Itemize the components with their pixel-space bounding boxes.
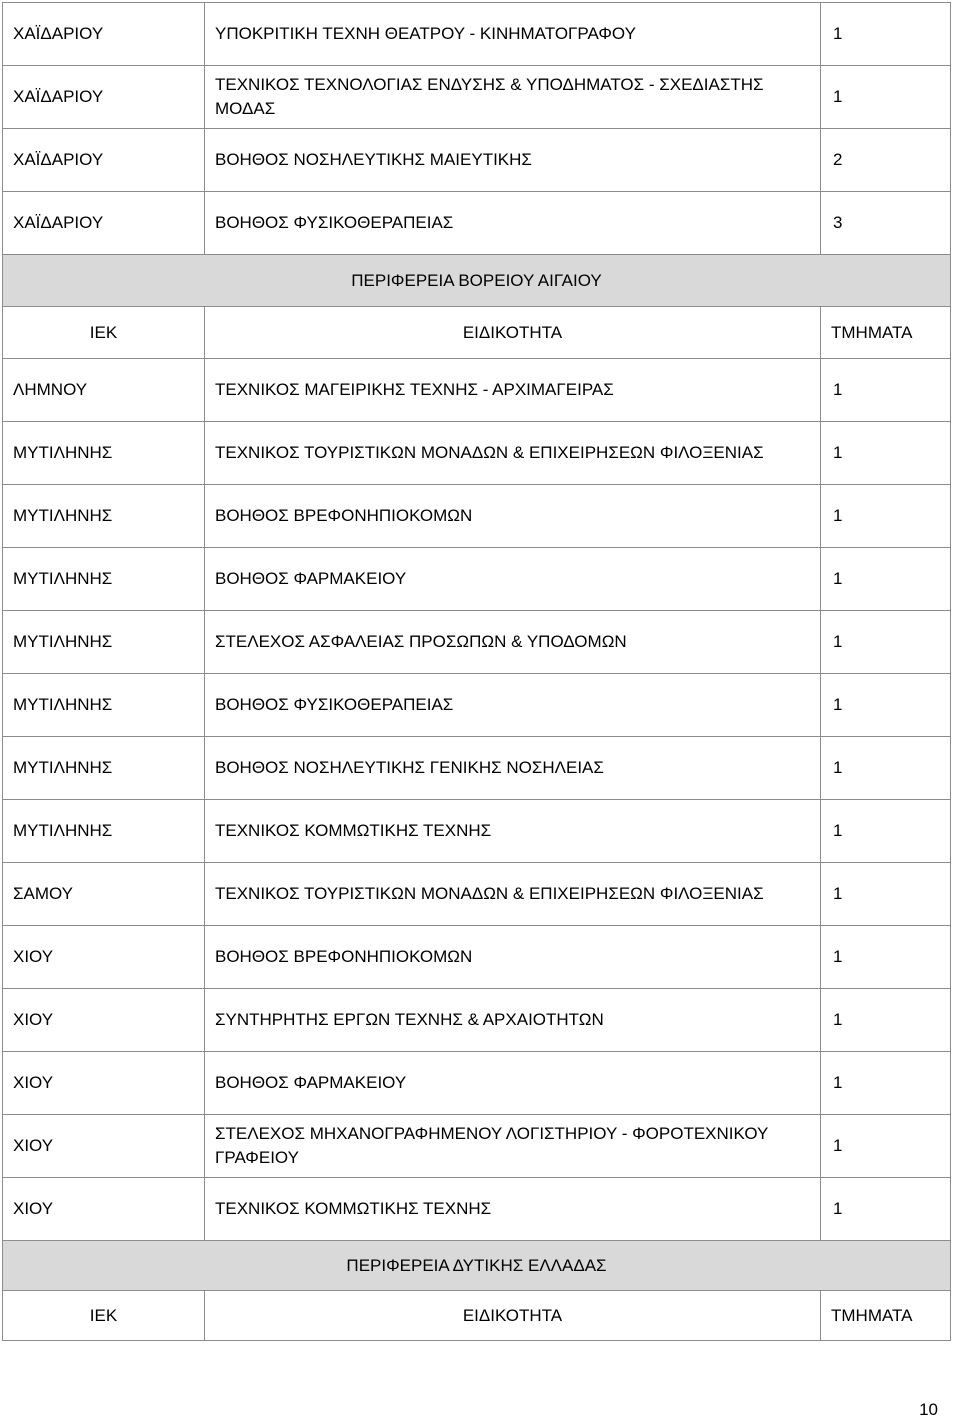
specialty-cell: ΤΕΧΝΙΚΟΣ ΜΑΓΕΙΡΙΚΗΣ ΤΕΧΝΗΣ - ΑΡΧΙΜΑΓΕΙΡΑΣ (205, 359, 821, 422)
specialty-cell: ΤΕΧΝΙΚΟΣ ΚΟΜΜΩΤΙΚΗΣ ΤΕΧΝΗΣ (205, 1178, 821, 1241)
count-cell: 1 (821, 66, 951, 129)
specialty-cell: ΒΟΗΘΟΣ ΝΟΣΗΛΕΥΤΙΚΗΣ ΜΑΙΕΥΤΙΚΗΣ (205, 129, 821, 192)
school-cell: ΧΙΟΥ (3, 1115, 205, 1178)
header-specialty: ΕΙΔΙΚΟΤΗΤΑ (205, 307, 821, 359)
count-cell: 1 (821, 1115, 951, 1178)
specialty-cell: ΤΕΧΝΙΚΟΣ ΤΟΥΡΙΣΤΙΚΩΝ ΜΟΝΑΔΩΝ & ΕΠΙΧΕΙΡΗΣΕΩΝ ΦΙΛΟΞΕΝΙΑΣ (205, 422, 821, 485)
count-cell: 1 (821, 548, 951, 611)
count-cell: 1 (821, 863, 951, 926)
table-row (3, 548, 951, 611)
specialty-cell: ΣΥΝΤΗΡΗΤΗΣ ΕΡΓΩΝ ΤΕΧΝΗΣ & ΑΡΧΑΙΟΤΗΤΩΝ (205, 989, 821, 1052)
specialty-cell: ΤΕΧΝΙΚΟΣ ΤΟΥΡΙΣΤΙΚΩΝ ΜΟΝΑΔΩΝ & ΕΠΙΧΕΙΡΗΣΕΩΝ ΦΙΛΟΞΕΝΙΑΣ (205, 863, 821, 926)
table-row (3, 863, 951, 926)
school-cell: ΧΙΟΥ (3, 1178, 205, 1241)
specialties-table (2, 2, 951, 1341)
school-cell: ΧΙΟΥ (3, 1052, 205, 1115)
count-cell: 1 (821, 989, 951, 1052)
region-row (3, 255, 951, 307)
specialty-cell: ΤΕΧΝΙΚΟΣ ΤΕΧΝΟΛΟΓΙΑΣ ΕΝΔΥΣΗΣ & ΥΠΟΔΗΜΑΤΟΣ - ΣΧΕΔΙΑΣΤΗΣ ΜΟΔΑΣ (205, 66, 821, 129)
count-cell: 3 (821, 192, 951, 255)
count-cell: 1 (821, 800, 951, 863)
count-cell: 1 (821, 611, 951, 674)
school-cell: ΜΥΤΙΛΗΝΗΣ (3, 422, 205, 485)
school-cell: ΜΥΤΙΛΗΝΗΣ (3, 800, 205, 863)
header-row (3, 1291, 951, 1341)
table-row (3, 1115, 951, 1178)
school-cell: ΧΑΪΔΑΡΙΟΥ (3, 3, 205, 66)
table-row (3, 66, 951, 129)
header-count: ΤΜΗΜΑΤΑ (821, 1291, 951, 1341)
count-cell: 1 (821, 1052, 951, 1115)
region-title: ΠΕΡΙΦΕΡΕΙΑ ΔΥΤΙΚΗΣ ΕΛΛΑΔΑΣ (3, 1241, 951, 1291)
table-row (3, 129, 951, 192)
school-cell: ΣΑΜΟΥ (3, 863, 205, 926)
header-row (3, 307, 951, 359)
table-row (3, 674, 951, 737)
table-row (3, 359, 951, 422)
count-cell: 1 (821, 359, 951, 422)
table-row (3, 989, 951, 1052)
school-cell: ΧΑΪΔΑΡΙΟΥ (3, 192, 205, 255)
school-cell: ΧΙΟΥ (3, 926, 205, 989)
table-row (3, 800, 951, 863)
header-school: ΙΕΚ (3, 307, 205, 359)
count-cell: 1 (821, 926, 951, 989)
table-row (3, 926, 951, 989)
specialty-cell: ΣΤΕΛΕΧΟΣ ΜΗΧΑΝΟΓΡΑΦΗΜΕΝΟΥ ΛΟΓΙΣΤΗΡΙΟΥ - ΦΟΡΟΤΕΧΝΙΚΟΥ ΓΡΑΦΕΙΟΥ (205, 1115, 821, 1178)
count-cell: 1 (821, 674, 951, 737)
school-cell: ΜΥΤΙΛΗΝΗΣ (3, 611, 205, 674)
count-cell: 1 (821, 3, 951, 66)
count-cell: 1 (821, 1178, 951, 1241)
table-row (3, 3, 951, 66)
header-count: ΤΜΗΜΑΤΑ (821, 307, 951, 359)
header-specialty: ΕΙΔΙΚΟΤΗΤΑ (205, 1291, 821, 1341)
specialty-cell: ΒΟΗΘΟΣ ΦΑΡΜΑΚΕΙΟΥ (205, 1052, 821, 1115)
count-cell: 1 (821, 422, 951, 485)
region-row (3, 1241, 951, 1291)
region-title: ΠΕΡΙΦΕΡΕΙΑ ΒΟΡΕΙΟΥ ΑΙΓΑΙΟΥ (3, 255, 951, 307)
school-cell: ΧΙΟΥ (3, 989, 205, 1052)
count-cell: 2 (821, 129, 951, 192)
school-cell: ΧΑΪΔΑΡΙΟΥ (3, 66, 205, 129)
specialty-cell: ΒΟΗΘΟΣ ΦΥΣΙΚΟΘΕΡΑΠΕΙΑΣ (205, 674, 821, 737)
school-cell: ΧΑΪΔΑΡΙΟΥ (3, 129, 205, 192)
specialty-cell: ΒΟΗΘΟΣ ΝΟΣΗΛΕΥΤΙΚΗΣ ΓΕΝΙΚΗΣ ΝΟΣΗΛΕΙΑΣ (205, 737, 821, 800)
specialty-cell: ΒΟΗΘΟΣ ΒΡΕΦΟΝΗΠΙΟΚΟΜΩΝ (205, 485, 821, 548)
school-cell: ΛΗΜΝΟΥ (3, 359, 205, 422)
table-row (3, 422, 951, 485)
count-cell: 1 (821, 485, 951, 548)
specialty-cell: ΒΟΗΘΟΣ ΦΑΡΜΑΚΕΙΟΥ (205, 548, 821, 611)
table-row (3, 737, 951, 800)
page-number: 10 (919, 1400, 938, 1419)
school-cell: ΜΥΤΙΛΗΝΗΣ (3, 737, 205, 800)
header-school: ΙΕΚ (3, 1291, 205, 1341)
specialty-cell: ΒΟΗΘΟΣ ΦΥΣΙΚΟΘΕΡΑΠΕΙΑΣ (205, 192, 821, 255)
school-cell: ΜΥΤΙΛΗΝΗΣ (3, 548, 205, 611)
table-row (3, 1052, 951, 1115)
table-row (3, 611, 951, 674)
count-cell: 1 (821, 737, 951, 800)
school-cell: ΜΥΤΙΛΗΝΗΣ (3, 485, 205, 548)
specialty-cell: ΥΠΟΚΡΙΤΙΚΗ ΤΕΧΝΗ ΘΕΑΤΡΟΥ - ΚΙΝΗΜΑΤΟΓΡΑΦΟΥ (205, 3, 821, 66)
table-row (3, 192, 951, 255)
specialty-cell: ΒΟΗΘΟΣ ΒΡΕΦΟΝΗΠΙΟΚΟΜΩΝ (205, 926, 821, 989)
school-cell: ΜΥΤΙΛΗΝΗΣ (3, 674, 205, 737)
specialty-cell: ΤΕΧΝΙΚΟΣ ΚΟΜΜΩΤΙΚΗΣ ΤΕΧΝΗΣ (205, 800, 821, 863)
table-row (3, 1178, 951, 1241)
specialty-cell: ΣΤΕΛΕΧΟΣ ΑΣΦΑΛΕΙΑΣ ΠΡΟΣΩΠΩΝ & ΥΠΟΔΟΜΩΝ (205, 611, 821, 674)
table-row (3, 485, 951, 548)
